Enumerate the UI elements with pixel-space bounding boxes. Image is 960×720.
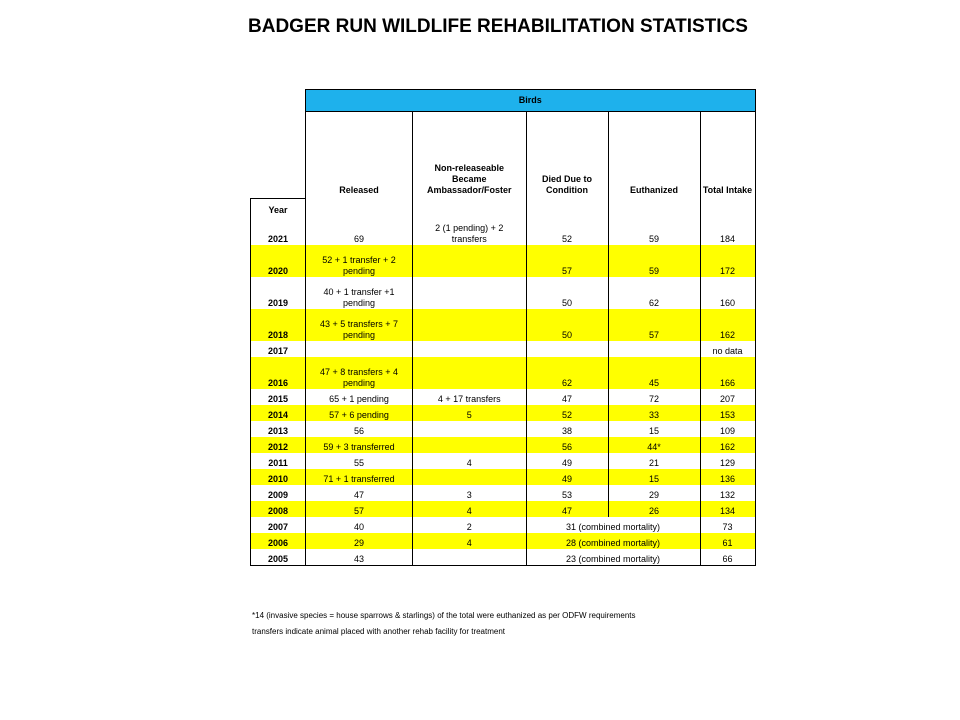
year-cell: 2006 bbox=[251, 533, 306, 549]
year-cell: 2012 bbox=[251, 437, 306, 453]
total-intake-cell: 61 bbox=[700, 533, 755, 549]
died-cell: 47 bbox=[526, 501, 608, 517]
euthanized-cell: 21 bbox=[608, 453, 700, 469]
table-row bbox=[251, 198, 756, 245]
total-intake-cell: 172 bbox=[700, 245, 755, 277]
euthanized-cell: 44* bbox=[608, 437, 700, 453]
year-cell: 2014 bbox=[251, 405, 306, 421]
died-cell: 53 bbox=[526, 485, 608, 501]
total-intake-cell: 184 bbox=[700, 198, 755, 245]
died-cell: 47 bbox=[526, 389, 608, 405]
ambassador-cell: 3 bbox=[413, 485, 527, 501]
table-row bbox=[251, 421, 756, 437]
euthanized-cell: 45 bbox=[608, 357, 700, 389]
released-cell bbox=[306, 341, 413, 357]
col-header-euthanized: Euthanized bbox=[608, 112, 700, 199]
released-cell: 47 bbox=[306, 485, 413, 501]
year-cell: 2008 bbox=[251, 501, 306, 517]
table-row bbox=[251, 501, 756, 517]
footnote-invasive: *14 (invasive species = house sparrows & starlings) of the total were euthanized as per ODFW requirements bbox=[252, 611, 636, 620]
released-cell: 57 bbox=[306, 501, 413, 517]
ambassador-cell bbox=[413, 245, 527, 277]
year-cell: 2017 bbox=[251, 341, 306, 357]
total-intake-cell: 162 bbox=[700, 437, 755, 453]
ambassador-cell: 2 bbox=[413, 517, 527, 533]
total-intake-cell: 136 bbox=[700, 469, 755, 485]
died-cell: 49 bbox=[526, 469, 608, 485]
year-value: 2021 bbox=[267, 233, 289, 244]
year-cell: 2018 bbox=[251, 309, 306, 341]
released-cell: 57 + 6 pending bbox=[306, 405, 413, 421]
total-intake-cell: 73 bbox=[700, 517, 755, 533]
released-cell: 71 + 1 transferred bbox=[306, 469, 413, 485]
table-row bbox=[251, 517, 756, 533]
total-intake-cell: 109 bbox=[700, 421, 755, 437]
released-cell: 52 + 1 transfer + 2 pending bbox=[306, 245, 413, 277]
total-intake-cell: no data bbox=[700, 341, 755, 357]
total-intake-cell: 129 bbox=[700, 453, 755, 469]
ambassador-cell bbox=[413, 421, 527, 437]
released-cell: 65 + 1 pending bbox=[306, 389, 413, 405]
year-cell: 2013 bbox=[251, 421, 306, 437]
table-row bbox=[251, 389, 756, 405]
released-cell: 56 bbox=[306, 421, 413, 437]
euthanized-cell: 59 bbox=[608, 245, 700, 277]
released-cell: 43 + 5 transfers + 7 pending bbox=[306, 309, 413, 341]
died-cell: 50 bbox=[526, 309, 608, 341]
total-intake-cell: 132 bbox=[700, 485, 755, 501]
total-intake-cell: 153 bbox=[700, 405, 755, 421]
died-cell: 56 bbox=[526, 437, 608, 453]
euthanized-cell: 26 bbox=[608, 501, 700, 517]
euthanized-cell bbox=[608, 341, 700, 357]
table-row bbox=[251, 469, 756, 485]
released-cell: 29 bbox=[306, 533, 413, 549]
died-cell: 50 bbox=[526, 277, 608, 309]
statistics-table bbox=[250, 89, 756, 566]
died-cell: 38 bbox=[526, 421, 608, 437]
combined-mortality-cell: 31 (combined mortality) bbox=[526, 517, 700, 533]
euthanized-cell: 29 bbox=[608, 485, 700, 501]
year-cell: 2015 bbox=[251, 389, 306, 405]
total-intake-cell: 160 bbox=[700, 277, 755, 309]
ambassador-cell: 4 bbox=[413, 453, 527, 469]
euthanized-cell: 59 bbox=[608, 198, 700, 245]
ambassador-cell bbox=[413, 549, 527, 566]
year-cell: 2016 bbox=[251, 357, 306, 389]
total-intake-cell: 207 bbox=[700, 389, 755, 405]
col-header-ambassador: Non-releaseable Became Ambassador/Foster bbox=[413, 112, 527, 199]
euthanized-cell: 72 bbox=[608, 389, 700, 405]
table-row bbox=[251, 357, 756, 389]
table-row bbox=[251, 549, 756, 566]
combined-mortality-cell: 28 (combined mortality) bbox=[526, 533, 700, 549]
total-intake-cell: 66 bbox=[700, 549, 755, 566]
released-cell: 40 + 1 transfer +1 pending bbox=[306, 277, 413, 309]
table-row bbox=[251, 309, 756, 341]
euthanized-cell: 15 bbox=[608, 469, 700, 485]
released-cell: 40 bbox=[306, 517, 413, 533]
ambassador-cell: 4 bbox=[413, 501, 527, 517]
ambassador-cell: 5 bbox=[413, 405, 527, 421]
died-cell: 49 bbox=[526, 453, 608, 469]
ambassador-cell bbox=[413, 357, 527, 389]
died-cell: 57 bbox=[526, 245, 608, 277]
total-intake-cell: 166 bbox=[700, 357, 755, 389]
table-row bbox=[251, 341, 756, 357]
total-intake-cell: 162 bbox=[700, 309, 755, 341]
col-header-died: Died Due to Condition bbox=[526, 112, 608, 199]
ambassador-cell bbox=[413, 469, 527, 485]
page-title: BADGER RUN WILDLIFE REHABILITATION STATISTICS bbox=[248, 16, 748, 37]
year-cell: 2010 bbox=[251, 469, 306, 485]
died-cell: 52 bbox=[526, 198, 608, 245]
released-cell: 55 bbox=[306, 453, 413, 469]
table-row bbox=[251, 277, 756, 309]
combined-mortality-cell: 23 (combined mortality) bbox=[526, 549, 700, 566]
year-cell: 2007 bbox=[251, 517, 306, 533]
ambassador-cell bbox=[413, 277, 527, 309]
year-label: Year bbox=[268, 204, 288, 215]
col-header-released: Released bbox=[306, 112, 413, 199]
column-header-row bbox=[251, 112, 756, 199]
euthanized-cell: 33 bbox=[608, 405, 700, 421]
ambassador-cell: 2 (1 pending) + 2 transfers bbox=[413, 198, 527, 245]
euthanized-cell: 62 bbox=[608, 277, 700, 309]
year-cell: 2020 bbox=[251, 245, 306, 277]
table-row bbox=[251, 437, 756, 453]
year-cell: 2019 bbox=[251, 277, 306, 309]
died-cell: 62 bbox=[526, 357, 608, 389]
footnote-transfers: transfers indicate animal placed with another rehab facility for treatment bbox=[252, 627, 506, 636]
table-row bbox=[251, 245, 756, 277]
total-intake-cell: 134 bbox=[700, 501, 755, 517]
ambassador-cell bbox=[413, 437, 527, 453]
table-row bbox=[251, 485, 756, 501]
released-cell: 59 + 3 transferred bbox=[306, 437, 413, 453]
died-cell: 52 bbox=[526, 405, 608, 421]
euthanized-cell: 57 bbox=[608, 309, 700, 341]
year-cell: 2009 bbox=[251, 485, 306, 501]
col-header-total-intake: Total Intake bbox=[700, 112, 755, 199]
died-cell bbox=[526, 341, 608, 357]
year-cell bbox=[251, 198, 306, 245]
group-header-row bbox=[251, 90, 756, 112]
table-row bbox=[251, 405, 756, 421]
ambassador-cell: 4 + 17 transfers bbox=[413, 389, 527, 405]
birds-header: Birds bbox=[306, 90, 756, 112]
ambassador-cell: 4 bbox=[413, 533, 527, 549]
table-row bbox=[251, 533, 756, 549]
table-row bbox=[251, 453, 756, 469]
ambassador-cell bbox=[413, 309, 527, 341]
released-cell: 69 bbox=[306, 198, 413, 245]
year-cell: 2005 bbox=[251, 549, 306, 566]
released-cell: 43 bbox=[306, 549, 413, 566]
ambassador-cell bbox=[413, 341, 527, 357]
euthanized-cell: 15 bbox=[608, 421, 700, 437]
year-cell: 2011 bbox=[251, 453, 306, 469]
released-cell: 47 + 8 transfers + 4 pending bbox=[306, 357, 413, 389]
